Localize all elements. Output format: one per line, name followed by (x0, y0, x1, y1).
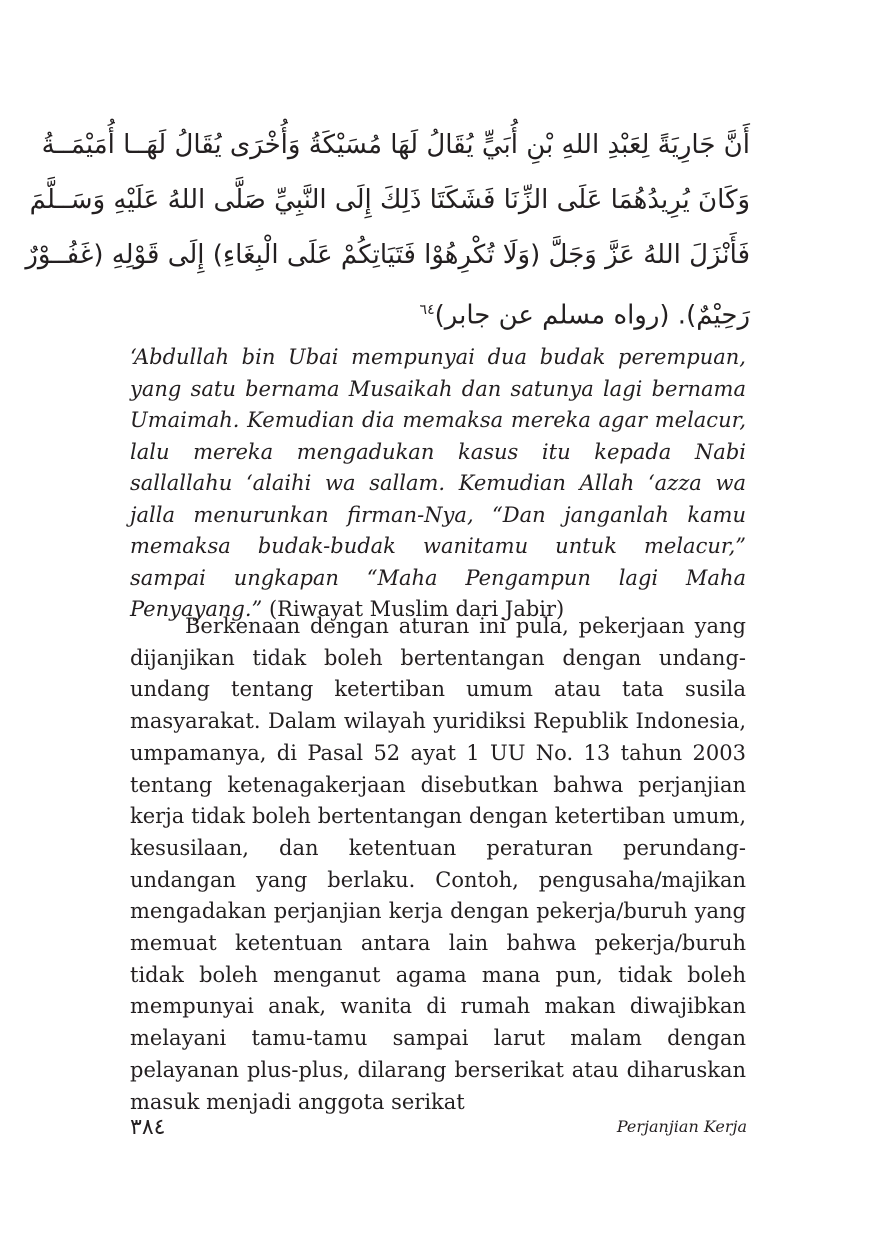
running-title: Perjanjian Kerja (616, 1117, 747, 1136)
arabic-hadith-text (25, 118, 750, 344)
body-paragraph: Berkenaan dengan aturan ini pula, pekerjaan yang dijanjikan tidak boleh bertentangan dengan undang-undang tentang ketertiban umum atau tata susila masyarakat. Dalam wilayah yuridiksi Republik Indonesia, umpamanya, di Pasal 52 ayat 1 UU No. 13 tahun 2003 tentang ketenagakerjaan disebutkan bahwa perjanjian kerja tidak boleh bertentangan dengan ketertiban umum, kesusilaan, dan ketentuan peraturan perundang-undangan yang berlaku. Contoh, pengusaha/majikan mengadakan perjanjian kerja dengan pekerja/buruh yang memuat ketentuan antara lain bahwa pekerja/buruh tidak boleh menganut agama mana pun, tidak boleh mempunyai anak, wanita di rumah makan diwajibkan melayani tamu-tamu sampai larut malam dengan pelayanan plus-plus, dilarang berserikat atau diharuskan masuk menjadi anggota serikat (130, 614, 746, 1114)
arabic-line-1: أَنَّ جَارِيَةً لِعَبْدِ اللهِ بْنِ أُبَيٍّ يُقَالُ لَهَا مُسَيْكَةُ وَأُخْرَى يُقَالُ لَهَــا أُمَيْمَــةُ (41, 130, 750, 160)
arabic-line-4 (128, 283, 750, 344)
page-number: ٣٨٤ (130, 1115, 166, 1140)
footnote-reference: ٦٤ (419, 302, 435, 318)
arabic-line-3: فَأَنْزَلَ اللهُ عَزَّ وَجَلَّ (وَلَا تُكْرِهُوْا فَتَيَاتِكُمْ عَلَى الْبِغَاءِ) إِلَى قَوْلِهِ (غَفُــوْرٌ (25, 240, 750, 270)
translation-source: (Riwayat Muslim dari Jabir) (262, 597, 565, 621)
body-text (130, 611, 746, 1118)
arabic-line-4-text: رَحِيْمٌ). (رواه مسلم عن جابر) (434, 300, 750, 331)
arabic-line-2: وَكَانَ يُرِيدُهُمَا عَلَى الزِّنَا فَشَكَتَا ذَلِكَ إِلَى النَّبِيِّ صَلَّى اللهُ عَلَيْهِ وَسَــلَّمَ (29, 185, 750, 215)
hadith-translation (130, 342, 746, 626)
translation-italic-text: ‘Abdullah bin Ubai mempunyai dua budak perempuan, yang satu bernama Musaikah dan satunya lagi bernama Umaimah. Kemudian dia memaksa mereka agar melacur, lalu mereka mengadukan kasus itu kepada Nabi sallallahu ‘alaihi wa sallam. Kemudian Allah ‘azza wa jalla menurunkan firman-Nya, “Dan janganlah kamu memaksa budak-budak wanitamu untuk melacur,” sampai ungkapan “Maha Pengampun lagi Maha Penyayang.” (130, 345, 746, 621)
